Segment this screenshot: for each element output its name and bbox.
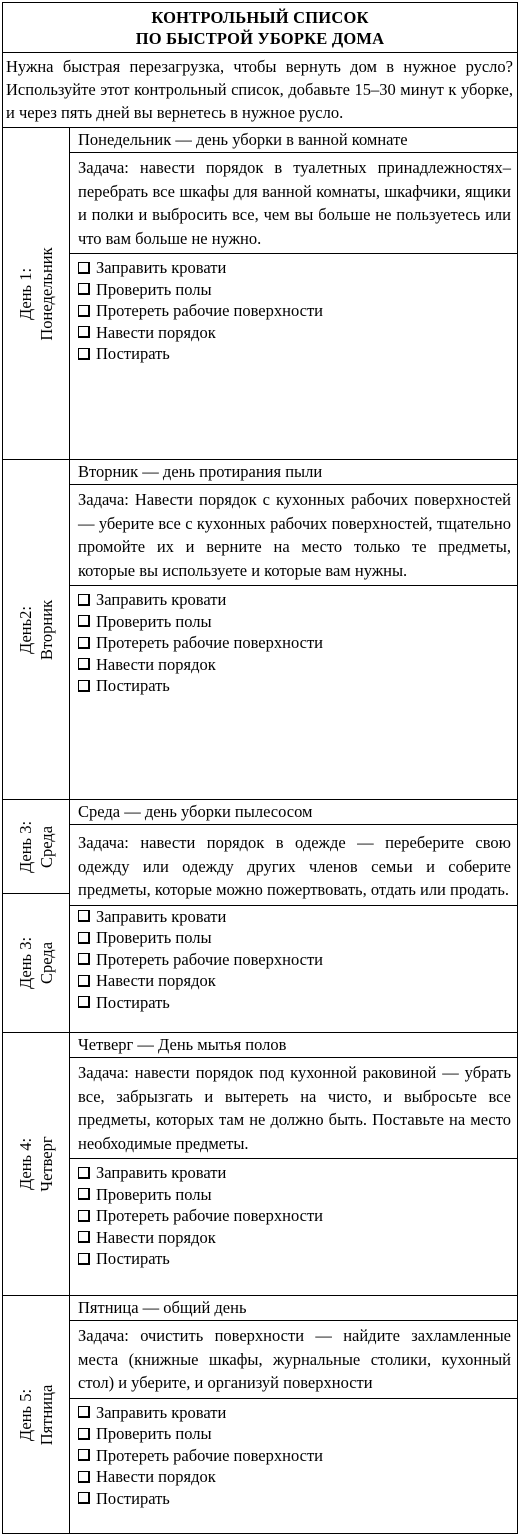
checklist-item[interactable]: Протереть рабочие поверхности: [78, 632, 513, 654]
checkbox-icon[interactable]: [78, 1167, 90, 1179]
checkbox-icon[interactable]: [78, 1210, 90, 1222]
document-title: [3, 3, 517, 53]
checkbox-icon[interactable]: [78, 680, 90, 692]
day-4-checklist: [70, 1159, 517, 1271]
checkbox-icon[interactable]: [78, 1449, 90, 1461]
day-3-label-top: День 3: Среда: [16, 820, 56, 873]
checklist-item[interactable]: Протереть рабочие поверхности: [78, 1445, 513, 1467]
checkbox-icon[interactable]: [78, 305, 90, 317]
intro-text: Нужна быстрая перезагрузка, чтобы вернуть дом в нужное русло? Используйте этот контрольный список, добавьте 15–30 минут к уборке, и через пять дней вы вернетесь в нужное русло.: [3, 53, 517, 128]
checkbox-icon[interactable]: [78, 326, 90, 338]
checkbox-icon[interactable]: [78, 348, 90, 360]
day-4-label: День 4: Четверг: [16, 1136, 56, 1192]
checkbox-icon[interactable]: [78, 1492, 90, 1504]
checklist-item[interactable]: Проверить полы: [78, 611, 513, 633]
day-3-label-cell: [3, 800, 70, 1032]
day-3-section: [3, 800, 517, 1033]
day-1-section: [3, 128, 517, 460]
checkbox-icon[interactable]: [78, 1188, 90, 1200]
checklist-item[interactable]: Заправить кровати: [78, 1162, 513, 1184]
checklist-item[interactable]: Постирать: [78, 675, 513, 697]
checklist-item[interactable]: Протереть рабочие поверхности: [78, 300, 513, 322]
checkbox-icon[interactable]: [78, 637, 90, 649]
day-5-theme: Пятница — общий день: [70, 1296, 517, 1321]
checklist-document: [2, 2, 518, 1534]
checklist-item[interactable]: Проверить полы: [78, 279, 513, 301]
day-4-task: Задача: навести порядок под кухонной раковиной — убрать все, забрызгать и вытереть на чисто, и выбросьте все предметы, которых там не должно быть. Поставьте на место необходимые предметы.: [70, 1058, 517, 1159]
checkbox-icon[interactable]: [78, 262, 90, 274]
checklist-item[interactable]: Заправить кровати: [78, 257, 513, 279]
checkbox-icon[interactable]: [78, 1231, 90, 1243]
checklist-item[interactable]: Постирать: [78, 1488, 513, 1510]
day-3-label-bottom: День 3: Среда: [16, 936, 56, 990]
checkbox-icon[interactable]: [78, 910, 90, 922]
checkbox-icon[interactable]: [78, 975, 90, 987]
checkbox-icon[interactable]: [78, 615, 90, 627]
day-2-section: [3, 460, 517, 800]
checklist-item[interactable]: Навести порядок: [78, 1466, 513, 1488]
day-2-theme: Вторник — день протирания пыли: [70, 460, 517, 485]
checkbox-icon[interactable]: [78, 996, 90, 1008]
checklist-item[interactable]: Протереть рабочие поверхности: [78, 949, 513, 971]
checklist-item[interactable]: Проверить полы: [78, 1423, 513, 1445]
checkbox-icon[interactable]: [78, 283, 90, 295]
day-2-label: День2: Вторник: [16, 599, 56, 660]
checklist-item[interactable]: Проверить полы: [78, 927, 513, 949]
checkbox-icon[interactable]: [78, 1471, 90, 1483]
day-1-theme: Понедельник — день уборки в ванной комнате: [70, 128, 517, 153]
checkbox-icon[interactable]: [78, 1406, 90, 1418]
day-5-checklist: [70, 1399, 517, 1511]
checklist-item[interactable]: Проверить полы: [78, 1184, 513, 1206]
day-4-label-cell: [3, 1033, 70, 1295]
day-3-checklist: [70, 905, 517, 1015]
checklist-item[interactable]: Навести порядок: [78, 654, 513, 676]
checklist-item[interactable]: Постирать: [78, 343, 513, 365]
checkbox-icon[interactable]: [78, 1253, 90, 1265]
checklist-item[interactable]: Заправить кровати: [78, 1402, 513, 1424]
checklist-item[interactable]: Навести порядок: [78, 322, 513, 344]
checkbox-icon[interactable]: [78, 953, 90, 965]
day-2-checklist: [70, 586, 517, 698]
checkbox-icon[interactable]: [78, 594, 90, 606]
checkbox-icon[interactable]: [78, 932, 90, 944]
title-line-2: ПО БЫСТРОЙ УБОРКЕ ДОМА: [135, 29, 385, 48]
day-5-label-cell: [3, 1296, 70, 1533]
checklist-item[interactable]: Заправить кровати: [78, 589, 513, 611]
day-2-label-cell: [3, 460, 70, 799]
day-5-section: [3, 1296, 517, 1533]
checklist-item[interactable]: Протереть рабочие поверхности: [78, 1205, 513, 1227]
checklist-item[interactable]: Навести порядок: [78, 970, 513, 992]
checklist-item[interactable]: Постирать: [78, 1248, 513, 1270]
day-2-task: Задача: Навести порядок с кухонных рабочих поверхностей — уберите все с кухонных рабочих поверхностей, тщательно промойте их и верните на место только те предметы, которые вы используете и которые вам нужны.: [70, 485, 517, 586]
day-4-section: [3, 1033, 517, 1296]
day-1-checklist: [70, 254, 517, 366]
day-1-label-cell: [3, 128, 70, 459]
day-5-label: День 5: Пятница: [16, 1384, 56, 1445]
day-3-theme: Среда — день уборки пылесосом: [70, 800, 517, 825]
day-1-task: Задача: навести порядок в туалетных принадлежностях– перебрать все шкафы для ванной комнаты, шкафчики, ящики и полки и выбросить все, чем вы больше не пользуетесь или что вам больше не нужно.: [70, 153, 517, 254]
day-3-task: Задача: навести порядок в одежде — переберите свою одежду или одежду других членов семьи и соберите предметы, которые можно пожертвовать, отдать или продать.: [78, 833, 511, 899]
title-line-1: КОНТРОЛЬНЫЙ СПИСОК: [151, 8, 369, 27]
checkbox-icon[interactable]: [78, 1428, 90, 1440]
day-1-label: День 1: Понедельник: [16, 246, 56, 341]
day-5-task: Задача: очистить поверхности — найдите захламленные места (книжные шкафы, журнальные столики, кухонный стол) и уберите, и организуй поверхности: [70, 1321, 517, 1399]
checklist-item[interactable]: Заправить кровати: [78, 906, 513, 928]
day-4-theme: Четверг — День мытья полов: [70, 1033, 517, 1058]
checklist-item[interactable]: Постирать: [78, 992, 513, 1014]
checklist-item[interactable]: Навести порядок: [78, 1227, 513, 1249]
checkbox-icon[interactable]: [78, 658, 90, 670]
